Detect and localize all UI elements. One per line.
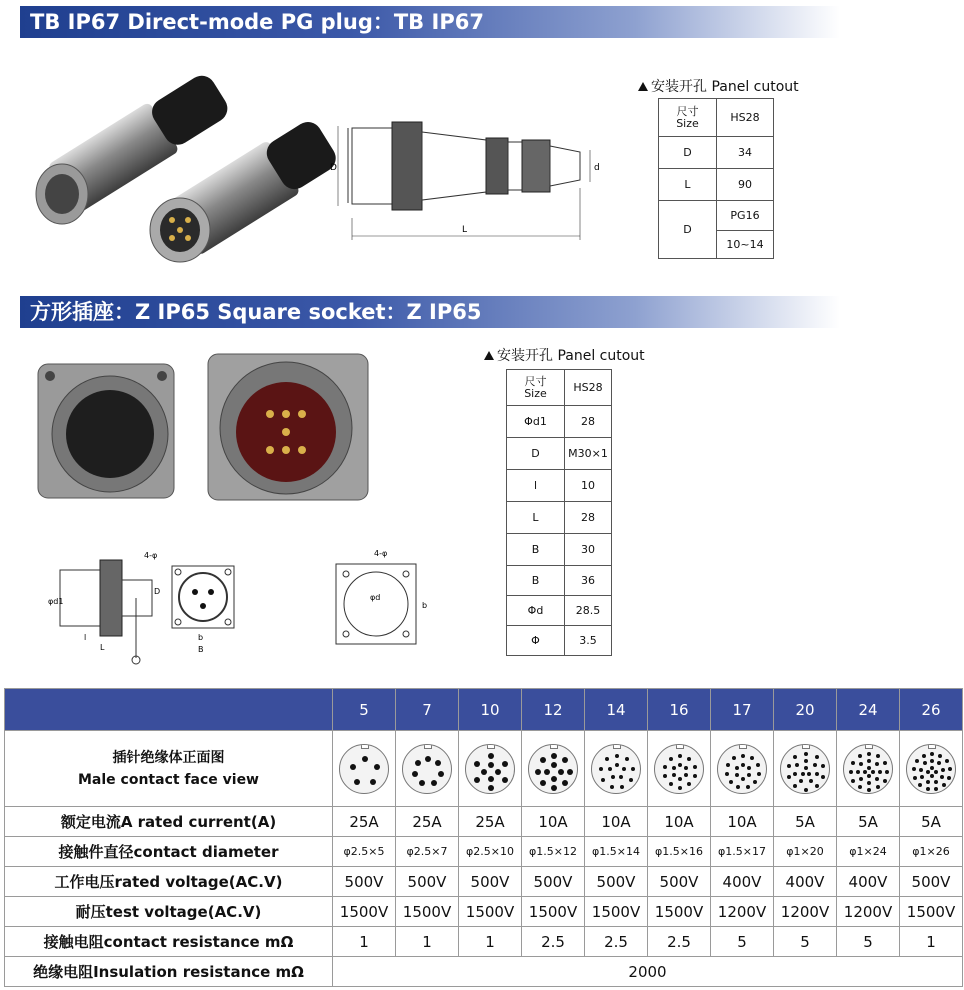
pin-dot — [875, 777, 879, 781]
pin-dot — [885, 770, 889, 774]
dim-label-phid1: φd1 — [48, 597, 64, 606]
contact-face-diagram — [780, 744, 830, 794]
pin-count-header: 10 — [459, 689, 522, 731]
pin-dot — [735, 773, 739, 777]
dim-label-L: L — [462, 225, 468, 235]
pin-dot — [795, 763, 799, 767]
pin-dot — [867, 759, 871, 763]
pin-count-header: 17 — [711, 689, 774, 731]
pin-dot — [875, 762, 879, 766]
pin-dot — [930, 752, 934, 756]
pin-dot — [918, 783, 922, 787]
pin-dot — [793, 772, 797, 776]
pin-dot — [620, 785, 624, 789]
pin-dot — [438, 771, 444, 777]
key-notch — [487, 744, 495, 749]
pin-dot — [431, 780, 437, 786]
insulation-resistance-row: 绝缘电阻Insulation resistance mΩ 2000 — [5, 957, 963, 987]
row-label: 插针绝缘体正面图 Male contact face view — [5, 731, 333, 807]
pin-dot — [663, 774, 667, 778]
dim-label-phid: φd — [370, 593, 381, 602]
key-notch — [550, 744, 558, 749]
pin-dot — [362, 756, 368, 762]
contact-face-diagram — [591, 744, 641, 794]
pin-dot — [725, 772, 729, 776]
key-notch — [424, 744, 432, 749]
rated-current-row: 额定电流A rated current(A) 25A 25A 25A 10A 10A 10A 10A 5A 5A 5A — [5, 807, 963, 837]
pin-dot — [678, 777, 682, 781]
pin-dot — [481, 769, 487, 775]
pin-dot — [741, 763, 745, 767]
pin-dot — [687, 757, 691, 761]
contact-face-diagram — [402, 744, 452, 794]
pin-dot — [787, 764, 791, 768]
pin-dot — [619, 775, 623, 779]
dim-label-b: b — [198, 633, 204, 642]
pin-dot — [678, 754, 682, 758]
pin-dot — [942, 783, 946, 787]
pin-dot — [415, 760, 421, 766]
pin-dot — [867, 774, 871, 778]
tb-plug-photo — [20, 80, 310, 265]
pin-dot — [687, 782, 691, 786]
cutout-caption: 安装开孔 Panel cutout — [638, 76, 799, 96]
pin-dot — [867, 781, 871, 785]
pin-dot — [923, 761, 927, 765]
pin-dot — [435, 760, 441, 766]
pin-dot — [804, 788, 808, 792]
pin-dot — [858, 785, 862, 789]
pin-dot — [495, 769, 501, 775]
pin-dot — [948, 767, 952, 771]
pin-dot — [732, 756, 736, 760]
pin-dot — [535, 769, 541, 775]
face-view-row — [5, 731, 963, 807]
pin-dot — [412, 771, 418, 777]
contact-face-diagram — [717, 744, 767, 794]
row-label: 绝缘电阻Insulation resistance mΩ — [5, 957, 333, 987]
pin-dot — [474, 777, 480, 783]
pin-dot — [756, 763, 760, 767]
pin-dot — [726, 763, 730, 767]
pin-dot — [915, 759, 919, 763]
contact-face-diagram — [465, 744, 515, 794]
pin-dot — [678, 763, 682, 767]
pin-dot — [558, 769, 564, 775]
pin-dot — [370, 779, 376, 785]
triangle-icon — [638, 82, 648, 91]
pin-dot — [374, 764, 380, 770]
pin-dot — [821, 764, 825, 768]
dim-label-cut-4phi: 4-φ — [374, 549, 388, 558]
cutout-caption: 安装开孔 Panel cutout — [484, 345, 645, 365]
pin-dot — [753, 780, 757, 784]
z-socket-dimension-drawing — [40, 548, 460, 663]
pin-dot — [859, 762, 863, 766]
pin-dot — [867, 766, 871, 770]
pin-dot — [926, 780, 930, 784]
pin-count-header: 24 — [837, 689, 900, 731]
pin-count-header: 5 — [333, 689, 396, 731]
rated-voltage-row: 工作电压rated voltage(AC.V) 500V 500V 500V 500V 500V 500V 400V 400V 400V 500V — [5, 867, 963, 897]
pin-dot — [858, 754, 862, 758]
row-label: 接触件直径contact diameter — [5, 837, 333, 867]
pin-dot — [930, 766, 934, 770]
key-notch — [739, 744, 747, 749]
pin-dot — [540, 780, 546, 786]
pin-dot — [945, 759, 949, 763]
pin-dot — [799, 779, 803, 783]
pin-dot — [540, 757, 546, 763]
pin-dot — [631, 767, 635, 771]
pin-dot — [863, 770, 867, 774]
pin-dot — [876, 785, 880, 789]
pin-dot — [804, 752, 808, 756]
pin-dot — [684, 766, 688, 770]
pin-dot — [488, 762, 494, 768]
pin-dot — [729, 780, 733, 784]
pin-count-header: 26 — [900, 689, 963, 731]
pin-dot — [804, 766, 808, 770]
pin-dot — [672, 766, 676, 770]
test-voltage-row: 耐压test voltage(AC.V) 1500V 1500V 1500V 1500V 1500V 1500V 1200V 1200V 1200V 1500V — [5, 897, 963, 927]
pin-dot — [741, 777, 745, 781]
pin-dot — [622, 767, 626, 771]
pin-dot — [934, 770, 938, 774]
pin-dot — [813, 763, 817, 767]
pin-dot — [747, 773, 751, 777]
dim-label-L: L — [100, 643, 105, 652]
dim-label-l: l — [84, 633, 87, 642]
pin-dot — [801, 772, 805, 776]
pin-dot — [354, 779, 360, 785]
pin-dot — [919, 768, 923, 772]
contact-face-diagram — [528, 744, 578, 794]
section-banner-tb-plug — [20, 6, 840, 38]
dim-label-d: d — [594, 163, 600, 173]
pin-dot — [947, 776, 951, 780]
pin-dot — [859, 777, 863, 781]
key-notch — [613, 744, 621, 749]
pin-dot — [746, 785, 750, 789]
pin-dot — [419, 780, 425, 786]
pin-dot — [851, 761, 855, 765]
pin-dot — [663, 765, 667, 769]
pin-dot — [920, 775, 924, 779]
pin-dot — [871, 770, 875, 774]
pin-dot — [736, 785, 740, 789]
pin-dot — [793, 784, 797, 788]
pin-count-header: 20 — [774, 689, 837, 731]
pin-dot — [938, 754, 942, 758]
contact-face-diagram — [906, 744, 956, 794]
specification-table — [4, 688, 963, 987]
pin-dot — [930, 759, 934, 763]
pin-dot — [804, 759, 808, 763]
pin-dot — [878, 770, 882, 774]
pin-dot — [601, 778, 605, 782]
pin-dot — [551, 753, 557, 759]
pin-dot — [605, 757, 609, 761]
pin-dot — [502, 777, 508, 783]
pin-dot — [856, 770, 860, 774]
pin-dot — [567, 769, 573, 775]
pin-dot — [867, 788, 871, 792]
key-notch — [865, 744, 873, 749]
pin-count-header: 7 — [396, 689, 459, 731]
pin-dot — [551, 785, 557, 791]
contact-face-diagram — [654, 744, 704, 794]
pin-dot — [350, 764, 356, 770]
key-notch — [802, 744, 810, 749]
pin-dot — [815, 755, 819, 759]
pin-count-header: 12 — [522, 689, 585, 731]
pin-dot — [629, 778, 633, 782]
pin-count-header: 16 — [648, 689, 711, 731]
pin-dot — [608, 767, 612, 771]
pin-dot — [610, 785, 614, 789]
triangle-icon — [484, 351, 494, 360]
pin-dot — [867, 752, 871, 756]
pin-dot — [488, 776, 494, 782]
pin-dot — [934, 780, 938, 784]
contact-resistance-row: 接触电阻contact resistance mΩ 1 1 1 2.5 2.5 2.5 5 5 5 1 — [5, 927, 963, 957]
pin-dot — [937, 761, 941, 765]
pin-dot — [669, 757, 673, 761]
pin-dot — [502, 761, 508, 767]
header-blank — [5, 689, 333, 731]
pin-dot — [883, 779, 887, 783]
pin-dot — [883, 761, 887, 765]
pin-dot — [693, 774, 697, 778]
pin-dot — [809, 779, 813, 783]
pin-dot — [611, 775, 615, 779]
pin-dot — [669, 782, 673, 786]
pin-dot — [922, 754, 926, 758]
pin-dot — [735, 766, 739, 770]
key-notch — [676, 744, 684, 749]
panel-cutout-table-socket: 尺寸 Size HS28 Φd1 28 D M30×1 l 10 L 28 B 30 B 36 Φd 28.5 Φ 3.5 — [506, 369, 612, 656]
contact-face-diagram — [843, 744, 893, 794]
pin-dot — [926, 787, 930, 791]
pin-dot — [551, 776, 557, 782]
pin-dot — [757, 772, 761, 776]
pin-dot — [851, 779, 855, 783]
pin-dot — [926, 770, 930, 774]
row-label: 额定电流A rated current(A) — [5, 807, 333, 837]
pin-dot — [625, 757, 629, 761]
pin-dot — [488, 753, 494, 759]
banner-title: TB IP67 Direct-mode PG plug：TB IP67 — [30, 10, 484, 34]
pin-dot — [615, 763, 619, 767]
dim-label-cut-b: b — [422, 601, 428, 610]
row-label: 工作电压rated voltage(AC.V) — [5, 867, 333, 897]
pin-dot — [615, 754, 619, 758]
panel-cutout-table-plug: 尺寸 Size HS28 D 34 L 90 D PG16 10~14 — [658, 98, 774, 259]
dim-label-B: B — [198, 645, 204, 654]
pin-dot — [599, 767, 603, 771]
pin-dot — [940, 775, 944, 779]
pin-dot — [912, 767, 916, 771]
key-notch — [361, 744, 369, 749]
pin-dot — [684, 773, 688, 777]
contact-diameter-row: 接触件直径contact diameter φ2.5×5 φ2.5×7 φ2.5×10 φ1.5×12 φ1.5×14 φ1.5×16 φ1.5×17 φ1×20 φ1×24 φ1×26 — [5, 837, 963, 867]
pin-dot — [934, 787, 938, 791]
row-label: 耐压test voltage(AC.V) — [5, 897, 333, 927]
key-notch — [928, 744, 936, 749]
pin-dot — [741, 754, 745, 758]
pin-dot — [747, 766, 751, 770]
pin-dot — [474, 761, 480, 767]
pin-dot — [849, 770, 853, 774]
pin-dot — [750, 756, 754, 760]
tb-plug-dimension-drawing — [318, 118, 610, 248]
pin-dot — [913, 776, 917, 780]
pin-dot — [793, 755, 797, 759]
banner-title: 方形插座：Z IP65 Square socket：Z IP65 — [30, 300, 482, 324]
pin-dot — [693, 765, 697, 769]
pin-dot — [544, 769, 550, 775]
pin-dot — [815, 784, 819, 788]
contact-face-diagram — [339, 744, 389, 794]
z-socket-photo — [36, 352, 370, 502]
pin-dot — [678, 786, 682, 790]
pin-dot — [930, 774, 934, 778]
pin-dot — [562, 780, 568, 786]
pin-dot — [425, 756, 431, 762]
pin-dot — [815, 772, 819, 776]
pin-dot — [876, 754, 880, 758]
pin-dot — [562, 757, 568, 763]
pin-dot — [488, 785, 494, 791]
dim-label-D: D — [154, 587, 161, 596]
pin-count-header: 14 — [585, 689, 648, 731]
pin-count-header-row — [5, 689, 963, 731]
dim-label-4phi: 4-φ — [144, 551, 158, 560]
row-label: 接触电阻contact resistance mΩ — [5, 927, 333, 957]
pin-dot — [787, 775, 791, 779]
pin-dot — [551, 762, 557, 768]
section-banner-z-socket — [20, 296, 840, 328]
pin-dot — [807, 772, 811, 776]
pin-dot — [672, 773, 676, 777]
pin-dot — [941, 768, 945, 772]
dim-label-D: D — [330, 163, 337, 173]
pin-dot — [821, 775, 825, 779]
